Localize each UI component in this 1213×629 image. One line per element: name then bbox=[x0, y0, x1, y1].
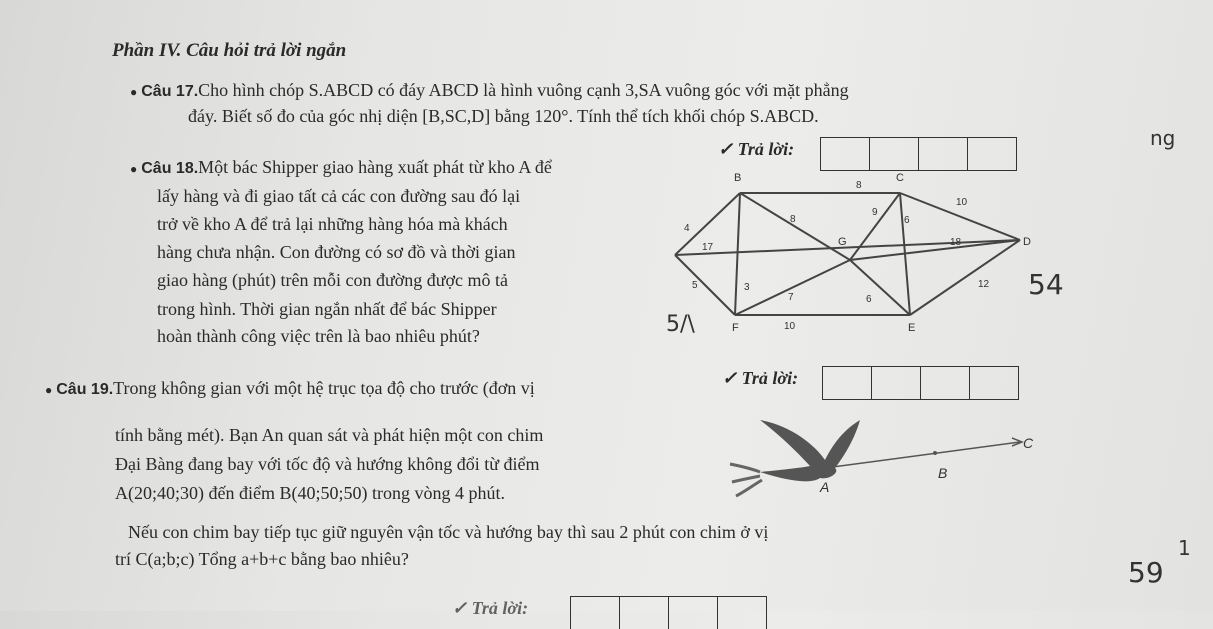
weight-bc: 8 bbox=[856, 180, 862, 191]
node-c: C bbox=[896, 172, 904, 184]
q19-line4: A(20;40;30) đến điểm B(40;50;50) trong vòng 4 phút. bbox=[115, 483, 505, 503]
q18-line2: lấy hàng và đi giao tất cả các con đường sau đó lại bbox=[157, 186, 521, 206]
q18-line1: ● Câu 18.Một bác Shipper giao hàng xuất phát từ kho A để bbox=[130, 157, 552, 177]
q18-line5: giao hàng (phút) trên mỗi con đường được mô tả bbox=[157, 270, 508, 290]
q19-line1: ● Câu 19.Trong không gian với một hệ trục tọa độ cho trước (đơn vị bbox=[45, 378, 535, 398]
weight-bg: 8 bbox=[790, 214, 796, 225]
point-c: C bbox=[1023, 435, 1034, 451]
bullet-icon: ● bbox=[45, 383, 53, 397]
weight-fg: 7 bbox=[788, 292, 794, 303]
eagle-illustration bbox=[730, 400, 1050, 510]
section-title: Phần IV. Câu hỏi trả lời ngắn bbox=[112, 40, 347, 61]
q17-line2: đáy. Biết số đo của góc nhị diện [B,SC,D] bằng 120°. Tính thể tích khối chóp S.ABCD. bbox=[188, 106, 819, 126]
q19-answer-boxes[interactable] bbox=[822, 366, 1019, 400]
q17-answer-label: ✓ Trả lời: bbox=[718, 139, 795, 159]
node-g: G bbox=[838, 236, 847, 248]
q18-line3: trở về kho A để trả lại những hàng hóa mà khách bbox=[157, 214, 508, 234]
handwriting-1: 1 bbox=[1178, 536, 1191, 560]
q19-answer-boxes-bottom[interactable] bbox=[570, 596, 767, 629]
node-d: D bbox=[1023, 236, 1031, 248]
weight-ad: 17 bbox=[702, 242, 714, 253]
bullet-icon: ● bbox=[130, 85, 138, 99]
q18-label: Câu 18. bbox=[141, 160, 199, 177]
weight-cg: 9 bbox=[872, 207, 878, 218]
weight-cd: 10 bbox=[956, 197, 968, 208]
q17-text1: Cho hình chóp S.ABCD có đáy ABCD là hình vuông cạnh 3,SA vuông góc với mặt phẳng bbox=[198, 80, 849, 100]
q19-line3: Đại Bàng đang bay với tốc độ và hướng không đổi từ điểm bbox=[115, 454, 540, 474]
q19-answer-label-bottom: ✓ Trả lời: bbox=[452, 598, 529, 618]
weight-de: 12 bbox=[978, 279, 990, 290]
handwriting-54: 54 bbox=[1028, 268, 1064, 301]
point-b: B bbox=[938, 465, 948, 481]
eagle-icon bbox=[730, 420, 860, 496]
node-e: E bbox=[908, 322, 916, 334]
point-a: A bbox=[820, 479, 830, 495]
q19-label: Câu 19. bbox=[56, 381, 114, 398]
handwriting-5: 5/\ bbox=[666, 312, 695, 337]
bullet-icon: ● bbox=[130, 162, 138, 176]
q17-line1 bbox=[130, 80, 849, 101]
handwriting-59: 59 bbox=[1128, 556, 1164, 589]
weight-gd: 18 bbox=[950, 237, 962, 248]
q19-answer-label-top: ✓ Trả lời: bbox=[722, 368, 799, 388]
q19-line2: tính bằng mét). Bạn An quan sát và phát hiện một con chim bbox=[115, 425, 544, 445]
q18-line4: hàng chưa nhận. Con đường có sơ đồ và thời gian bbox=[157, 242, 516, 262]
weight-af: 5 bbox=[692, 280, 698, 291]
q19-line6: trí C(a;b;c) Tổng a+b+c bằng bao nhiêu? bbox=[115, 549, 409, 569]
node-f: F bbox=[732, 322, 739, 334]
weight-ge: 6 bbox=[866, 294, 872, 305]
q18-line7: hoàn thành công việc trên là bao nhiêu phút? bbox=[157, 326, 480, 346]
weight-bf: 3 bbox=[744, 282, 750, 293]
route-graph bbox=[660, 165, 1030, 350]
weight-fe: 10 bbox=[784, 321, 796, 332]
handwriting-ng: ng bbox=[1150, 126, 1176, 150]
node-b: B bbox=[734, 172, 742, 184]
weight-c-mid: 6 bbox=[904, 215, 910, 226]
q18-line6: trong hình. Thời gian ngắn nhất để bác Shipper bbox=[157, 299, 497, 319]
q17-label: Câu 17. bbox=[141, 83, 199, 100]
weight-ab: 4 bbox=[684, 223, 690, 234]
q19-line5: Nếu con chim bay tiếp tục giữ nguyên vận tốc và hướng bay thì sau 2 phút con chim ở vị bbox=[128, 522, 769, 542]
